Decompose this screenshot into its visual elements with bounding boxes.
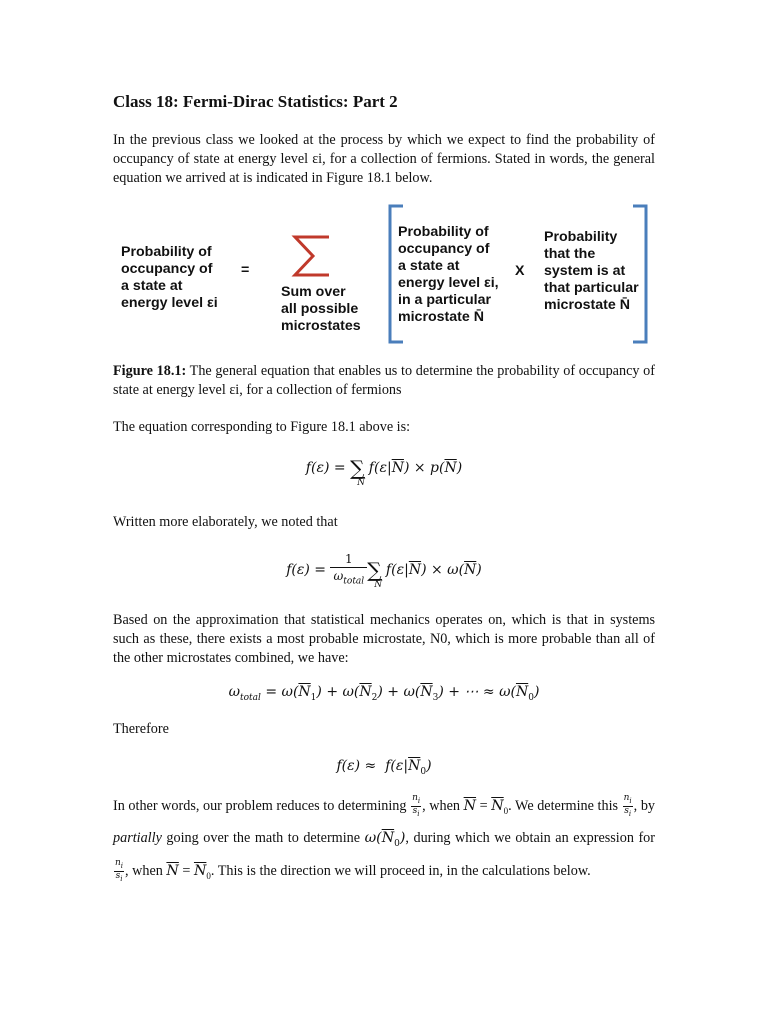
- term1-line: energy level εi,: [398, 275, 499, 291]
- eq3-intro: [113, 611, 655, 668]
- term2-line: that the: [544, 246, 596, 262]
- eq2-intro: [113, 513, 655, 532]
- sum-line: Sum over: [281, 284, 346, 300]
- term1-line: occupancy of: [398, 241, 490, 257]
- lhs-line: occupancy of: [121, 261, 213, 277]
- equation-3: $\omega_{total} = \omega(\overline{N}_1) + \omega(\overline{N}_2) + \omega(\overline{N}_3)$ + ⋯ ≈ $\omega(\overline{N}_0)$: [228, 684, 540, 703]
- sum-line: microstates: [281, 318, 361, 334]
- caption-label: Figure 18.1:: [113, 363, 187, 379]
- therefore-label: Therefore: [113, 721, 169, 737]
- term1-label: [398, 224, 499, 326]
- eq3-intro-text: Based on the approximation that statistical mechanics operates on, which is that in systems such as these, there exists a most probable microstate, N0, which is more probable than all of the other microstates combined, we have:: [113, 612, 655, 666]
- intro-text: In the previous class we looked at the process by which we expect to find the probability of occupancy of state at energy level εi, for a collection of fermions. Stated in words, the general equation we arrived at is indicated in Figure 18.1 below.: [113, 132, 655, 186]
- term2-line: that particular: [544, 280, 639, 296]
- term2-line: microstate N̄: [544, 297, 630, 313]
- sum-over-label: [281, 284, 361, 335]
- eq1-intro-text: The equation corresponding to Figure 18.1 above is:: [113, 419, 411, 435]
- term2-line: Probability: [544, 229, 618, 245]
- page-title: Class 18: Fermi-Dirac Statistics: Part 2: [113, 92, 398, 111]
- intro-paragraph: [113, 131, 655, 188]
- sigma-icon: [291, 234, 333, 278]
- eq1-intro: [113, 418, 655, 437]
- lhs-line: Probability of: [121, 244, 212, 260]
- equation-2: f(ε) = 1 $\omega_{total}$ ∑ $\overline{N}$ $f(\varepsilon|\overline{N}) \times \omega(\overline{N})$: [286, 552, 482, 591]
- term1-line: microstate N̄: [398, 309, 484, 325]
- figure-18-1: [113, 200, 658, 350]
- term2-line: system is at: [544, 263, 626, 279]
- sum-line: all possible: [281, 301, 359, 317]
- therefore-text: [113, 720, 655, 739]
- term2-label: [544, 229, 639, 314]
- caption-text: The general equation that enables us to determine the probability of occupancy of state at energy level εi, for a collection of fermions: [113, 363, 655, 398]
- right-bracket-icon: [631, 204, 649, 344]
- lhs-line: energy level εi: [121, 295, 218, 311]
- term1-line: Probability of: [398, 224, 489, 240]
- equation-4: $f(\varepsilon) \approx f(\varepsilon|\overline{N}_0)$: [336, 758, 432, 777]
- term1-line: a state at: [398, 258, 460, 274]
- times-sign: X: [515, 263, 525, 279]
- figure-caption: [113, 362, 655, 400]
- lhs-line: a state at: [121, 278, 183, 294]
- term1-line: in a particular: [398, 292, 492, 308]
- equation-1: f(ε) = ∑ $\overline{N}$ $f(\varepsilon|\overline{N}) \times p(\overline{N})$: [305, 456, 463, 488]
- final-paragraph: In other words, our problem reduces to determining $\frac{n_i}{s_i}$ , when $\overline{N} = \overline{N}_0$. We determine this $\frac{n_i}{s_i}$ , by partially going over the math to determine $\omega(\overline{N}_0)$, during which we obtain an expression for $\frac{n_i}{s_i}$ , when $\overline{N} = \overline{N}_0$. This is the direction we will proceed in, in the calculations below.: [113, 793, 656, 883]
- eq2-intro-text: Written more elaborately, we noted that: [113, 514, 338, 530]
- figure-lhs-label: [121, 244, 218, 312]
- equals-sign: =: [241, 262, 250, 278]
